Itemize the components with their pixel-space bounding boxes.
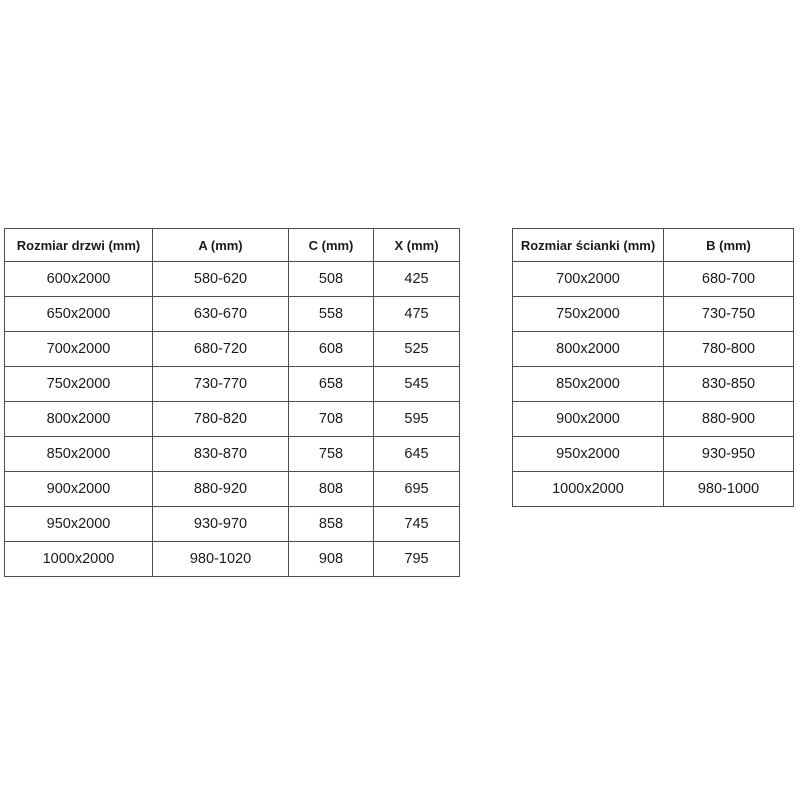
table-cell: 658 bbox=[289, 367, 374, 402]
table-cell: 980-1020 bbox=[153, 542, 289, 577]
table-cell: 508 bbox=[289, 262, 374, 297]
table-cell: 680-720 bbox=[153, 332, 289, 367]
table-cell: 950x2000 bbox=[5, 507, 153, 542]
table-row bbox=[5, 297, 460, 332]
table-header-row bbox=[513, 229, 794, 262]
table-row bbox=[513, 332, 794, 367]
wall-sizes-table bbox=[512, 228, 794, 507]
table-cell: 900x2000 bbox=[5, 472, 153, 507]
column-header-wall-size: Rozmiar ścianki (mm) bbox=[513, 229, 664, 262]
table-cell: 750x2000 bbox=[513, 297, 664, 332]
table-cell: 808 bbox=[289, 472, 374, 507]
table-row bbox=[513, 262, 794, 297]
table-cell: 730-750 bbox=[664, 297, 794, 332]
door-sizes-table-header bbox=[5, 229, 460, 262]
table-row bbox=[513, 437, 794, 472]
table-cell: 780-820 bbox=[153, 402, 289, 437]
table-cell: 680-700 bbox=[664, 262, 794, 297]
table-cell: 700x2000 bbox=[513, 262, 664, 297]
table-header-row bbox=[5, 229, 460, 262]
table-cell: 425 bbox=[374, 262, 460, 297]
table-cell: 545 bbox=[374, 367, 460, 402]
door-sizes-table-body bbox=[5, 262, 460, 577]
table-cell: 880-900 bbox=[664, 402, 794, 437]
table-cell: 730-770 bbox=[153, 367, 289, 402]
table-cell: 650x2000 bbox=[5, 297, 153, 332]
column-header-b: B (mm) bbox=[664, 229, 794, 262]
table-row bbox=[513, 367, 794, 402]
column-header-x: X (mm) bbox=[374, 229, 460, 262]
table-cell: 950x2000 bbox=[513, 437, 664, 472]
door-sizes-table bbox=[4, 228, 460, 577]
table-cell: 858 bbox=[289, 507, 374, 542]
table-cell: 1000x2000 bbox=[5, 542, 153, 577]
table-cell: 595 bbox=[374, 402, 460, 437]
table-cell: 558 bbox=[289, 297, 374, 332]
table-cell: 525 bbox=[374, 332, 460, 367]
table-cell: 600x2000 bbox=[5, 262, 153, 297]
wall-sizes-table-body bbox=[513, 262, 794, 507]
wall-sizes-table-header bbox=[513, 229, 794, 262]
table-cell: 908 bbox=[289, 542, 374, 577]
table-row bbox=[5, 507, 460, 542]
table-cell: 475 bbox=[374, 297, 460, 332]
table-cell: 700x2000 bbox=[5, 332, 153, 367]
table-cell: 830-850 bbox=[664, 367, 794, 402]
table-row bbox=[5, 402, 460, 437]
table-cell: 830-870 bbox=[153, 437, 289, 472]
table-row bbox=[5, 542, 460, 577]
table-cell: 750x2000 bbox=[5, 367, 153, 402]
table-row bbox=[5, 262, 460, 297]
table-cell: 630-670 bbox=[153, 297, 289, 332]
table-cell: 930-950 bbox=[664, 437, 794, 472]
table-cell: 850x2000 bbox=[513, 367, 664, 402]
table-cell: 780-800 bbox=[664, 332, 794, 367]
table-row bbox=[5, 437, 460, 472]
table-cell: 930-970 bbox=[153, 507, 289, 542]
table-cell: 980-1000 bbox=[664, 472, 794, 507]
table-row bbox=[513, 297, 794, 332]
table-cell: 758 bbox=[289, 437, 374, 472]
table-cell: 695 bbox=[374, 472, 460, 507]
table-cell: 795 bbox=[374, 542, 460, 577]
table-cell: 708 bbox=[289, 402, 374, 437]
table-cell: 800x2000 bbox=[513, 332, 664, 367]
table-row bbox=[5, 332, 460, 367]
table-cell: 745 bbox=[374, 507, 460, 542]
table-cell: 580-620 bbox=[153, 262, 289, 297]
table-cell: 900x2000 bbox=[513, 402, 664, 437]
table-cell: 608 bbox=[289, 332, 374, 367]
column-header-door-size: Rozmiar drzwi (mm) bbox=[5, 229, 153, 262]
table-cell: 1000x2000 bbox=[513, 472, 664, 507]
table-cell: 880-920 bbox=[153, 472, 289, 507]
table-row bbox=[513, 402, 794, 437]
table-row bbox=[513, 472, 794, 507]
table-row bbox=[5, 367, 460, 402]
column-header-a: A (mm) bbox=[153, 229, 289, 262]
table-row bbox=[5, 472, 460, 507]
table-cell: 850x2000 bbox=[5, 437, 153, 472]
table-cell: 800x2000 bbox=[5, 402, 153, 437]
column-header-c: C (mm) bbox=[289, 229, 374, 262]
table-cell: 645 bbox=[374, 437, 460, 472]
